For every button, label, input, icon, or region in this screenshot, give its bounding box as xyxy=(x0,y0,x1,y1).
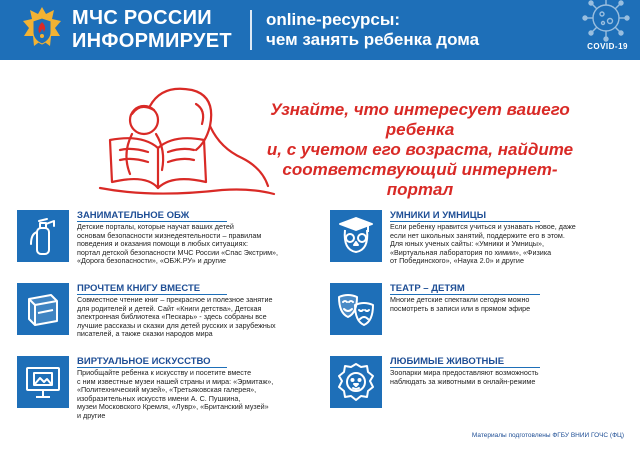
card-title: ЛЮБИМЫЕ ЖИВОТНЫЕ xyxy=(390,356,505,367)
fire-extinguisher-icon xyxy=(17,210,69,262)
card-body-line: Детские порталы, которые научат ваших детей xyxy=(77,222,234,231)
card-body xyxy=(77,296,276,339)
header-banner xyxy=(0,0,640,60)
book-icon xyxy=(17,283,69,335)
card-body-line: Если ребенку нравится учиться и узнавать новое, даже xyxy=(390,222,576,231)
card-body-line: если нет школьных занятий, поддержите его в этом. xyxy=(390,230,565,240)
card-body-line: с ним известные музеи нашей страны и мира: «Эрмитаж», xyxy=(77,376,274,386)
card-body-line: основам безопасности жизнедеятельности – правилам xyxy=(77,230,262,240)
card-icon-box xyxy=(330,210,382,262)
lion-icon xyxy=(330,356,382,408)
card-title: ТЕАТР – ДЕТЯМ xyxy=(390,283,465,294)
card-body xyxy=(390,223,576,266)
owl-graduate-icon xyxy=(330,210,382,262)
card-icon-box xyxy=(17,210,69,262)
card-body-line: лучшие рассказы и сказки для детей русских и зарубежных xyxy=(77,320,276,330)
card-title: УМНИКИ И УМНИЦЫ xyxy=(390,210,486,221)
card-icon-box xyxy=(330,356,382,408)
card-body-line: Приобщайте ребенка к искусству и посетите вместе xyxy=(77,368,252,377)
card-body xyxy=(390,369,539,386)
monitor-art-icon xyxy=(17,356,69,408)
headline-line1: Узнайте, что интересует вашего ребенка xyxy=(270,100,570,139)
card-body-line: для родителей и детей. Сайт «Книги детства», Детская xyxy=(77,303,262,313)
card-body-line: писателей, а также сказки народов мира xyxy=(77,329,213,339)
card-body-line: от Побединского», «Наука 2.0» и другие xyxy=(390,256,524,266)
card-body-line: поведения и оказания помощи в любых ситуациях: xyxy=(77,239,249,249)
card-body xyxy=(77,369,273,421)
footer-credits: Материалы подготовлены ФГБУ ВНИИ ГОЧС (ФЦ) xyxy=(471,432,624,439)
mchs-emblem-icon xyxy=(22,6,62,54)
card-body-line: портал детской безопасности МЧС России «Спас Экстрим», xyxy=(77,247,279,257)
card-body-line: «Дорога безопасности», «ОБЖ.РУ» и другие xyxy=(77,256,226,266)
card-body xyxy=(77,223,278,266)
org-title-line2: ИНФОРМИРУЕТ xyxy=(72,30,232,52)
coronavirus-icon xyxy=(572,0,634,46)
card-icon-box xyxy=(17,283,69,335)
card-title: ПРОЧТЕМ КНИГУ ВМЕСТЕ xyxy=(77,283,201,294)
org-title xyxy=(72,7,232,53)
card-body-line: наблюдать за животными в онлайн-режиме xyxy=(390,376,536,386)
headline xyxy=(250,100,590,200)
headline-line3: соответствующий интернет-портал xyxy=(282,160,558,199)
card-body-line: Для юных ученых сайты: «Умники и Умницы», xyxy=(390,239,544,249)
header-divider xyxy=(250,10,252,50)
card-icon-box xyxy=(330,283,382,335)
card-body-line: изобразительных искусств имени А. С. Пушкина, xyxy=(77,393,241,403)
card-body-line: и другие xyxy=(77,410,106,420)
card-body-line: «Виртуальная лаборатория по химии», «Физика xyxy=(390,247,552,257)
card-body-line: «Политехнический музей», «Третьяковская галерея», xyxy=(77,385,257,395)
card-icon-box xyxy=(17,356,69,408)
header-subtitle xyxy=(266,10,479,50)
headline-line2: и, с учетом его возраста, найдите xyxy=(266,140,574,159)
card-body-line: Зоопарки мира предоставляют возможность xyxy=(390,368,539,377)
card-title: ВИРТУАЛЬНОЕ ИСКУССТВО xyxy=(77,356,211,367)
header-subtitle-line2: чем занять ребенка дома xyxy=(266,30,480,49)
card-body-line: музеи Московского Кремля, «Лувр», «Британский музей» xyxy=(77,402,269,412)
org-title-line1: МЧС РОССИИ xyxy=(72,7,212,29)
card-title: ЗАНИМАТЕЛЬНОЕ ОБЖ xyxy=(77,210,190,221)
card-body-line: Многие детские спектакли сегодня можно xyxy=(390,295,530,304)
card-body xyxy=(390,296,530,313)
card-body-line: Совместное чтение книг – прекрасное и полезное занятие xyxy=(77,295,273,304)
header-subtitle-line1: online-ресурсы: xyxy=(266,10,401,29)
theatre-masks-icon xyxy=(330,283,382,335)
card-body-line: электронная библиотека «Пескарь» - здесь собраны все xyxy=(77,312,267,322)
card-body-line: посмотреть в записи или в прямом эфире xyxy=(390,303,531,313)
covid-badge: COVID-19 xyxy=(587,42,628,51)
